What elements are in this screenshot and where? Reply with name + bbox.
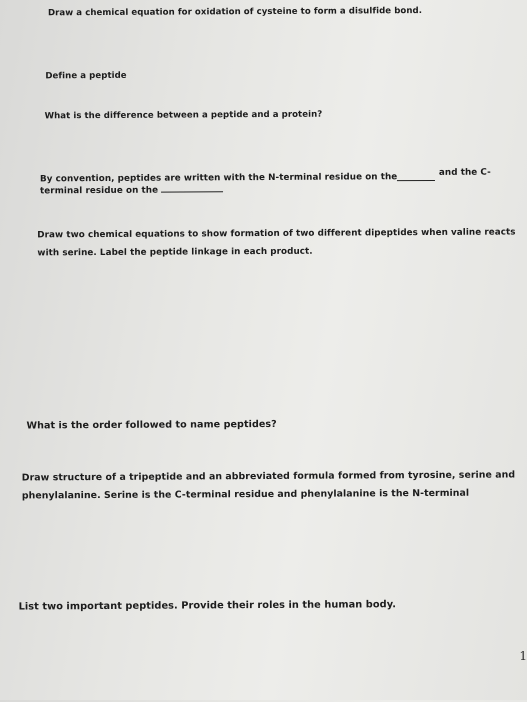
tripeptide-line-1: Draw structure of a tripeptide and an abbreviated formula formed from tyrosine, serine and xyxy=(21,469,516,484)
page-number: 1 xyxy=(519,649,527,663)
answer-blank-1[interactable] xyxy=(397,172,435,181)
tripeptide-line-2: phenylalanine. Serine is the C-terminal residue and phenylalanine is the N-terminal xyxy=(21,487,470,502)
convention-text-3: terminal residue on the xyxy=(39,185,159,197)
dipeptide-line-2: with serine. Label the peptide linkage in each product. xyxy=(37,246,313,259)
question-peptide-vs-protein: What is the difference between a peptide and a protein? xyxy=(44,109,323,122)
question-disulfide-bond: Draw a chemical equation for oxidation of cysteine to form a disulfide bond. xyxy=(47,6,423,19)
question-define-peptide: Define a peptide xyxy=(45,70,127,82)
question-important-peptides: List two important peptides. Provide their roles in the human body. xyxy=(18,599,397,613)
dipeptide-line-1: Draw two chemical equations to show formation of two different dipeptides when valine reacts xyxy=(37,227,516,241)
convention-text-2: and the C- xyxy=(438,167,491,178)
question-dipeptide-formation xyxy=(37,225,515,261)
question-naming-order: What is the order followed to name peptides? xyxy=(26,418,277,432)
question-naming-convention xyxy=(40,166,500,200)
convention-text-1: By convention, peptides are written with the N-terminal residue on the xyxy=(39,172,398,185)
convention-line-1 xyxy=(40,166,500,187)
question-tripeptide-structure xyxy=(22,467,516,503)
